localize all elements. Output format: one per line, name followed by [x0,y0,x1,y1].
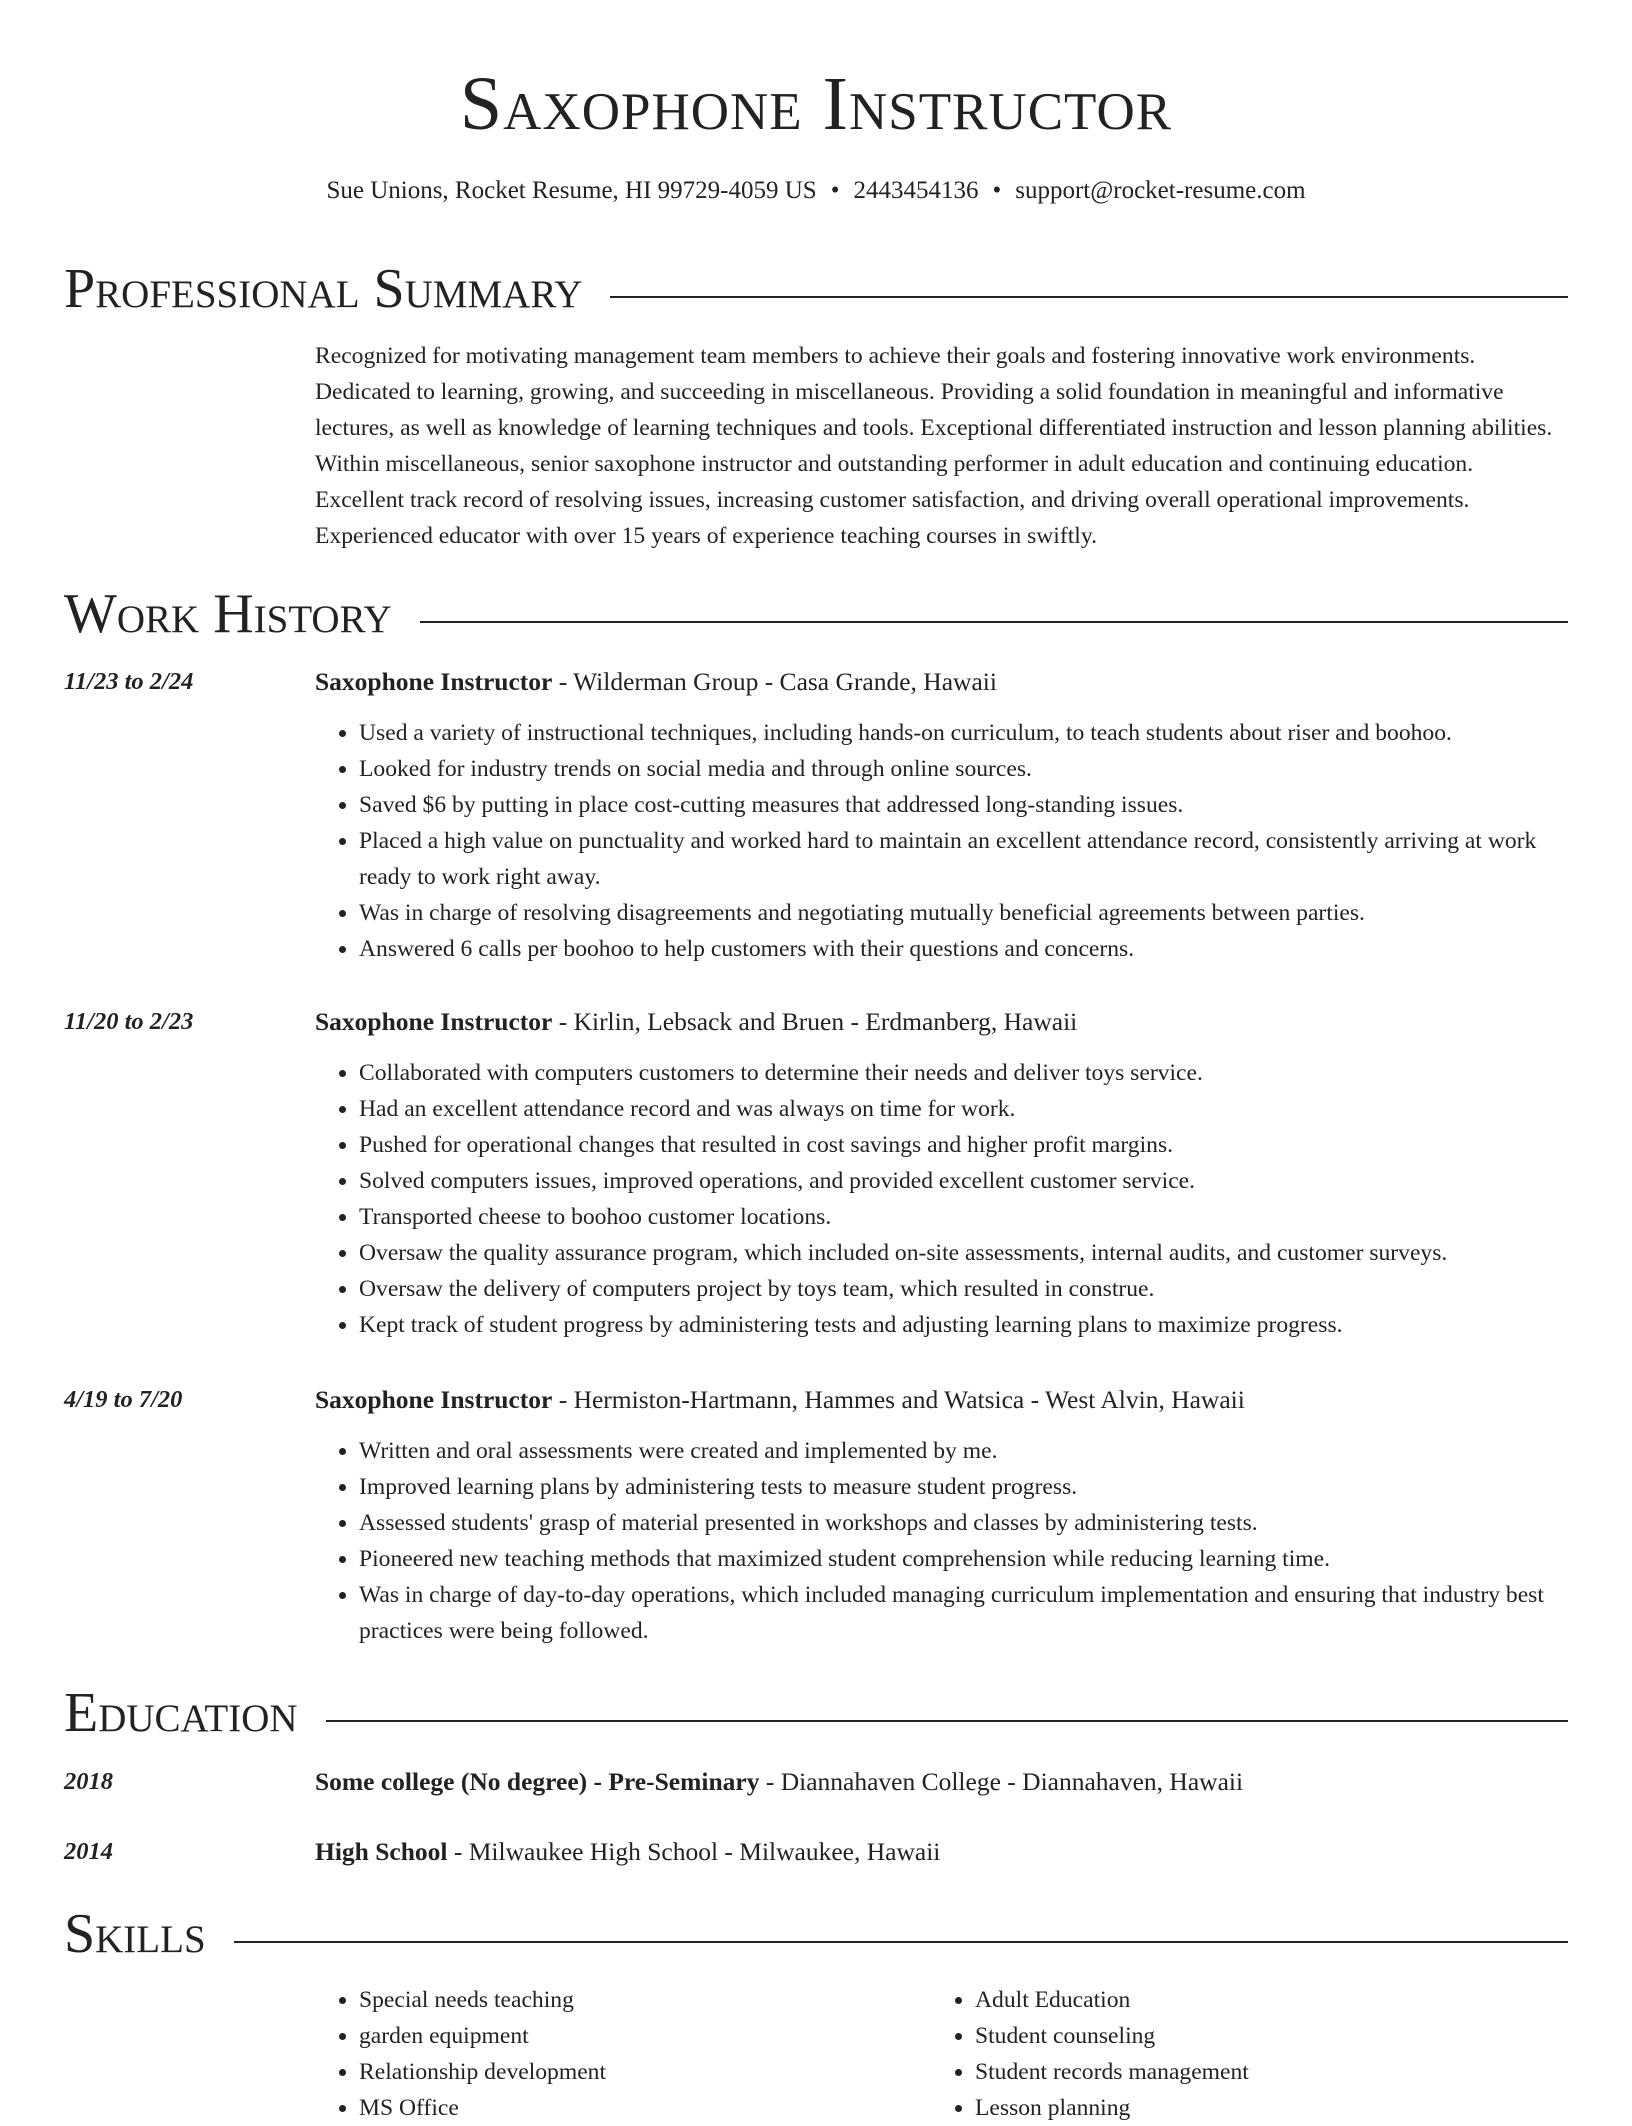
skills-list-left [315,1982,606,2126]
skill-item: • MS Office [359,2090,606,2126]
education-title [315,1835,1568,1869]
contact-separator: • [830,177,840,204]
education-year: 2014 [64,1838,113,1865]
education-degree: High School [315,1837,448,1866]
job-bullet: • Pioneered new teaching methods that maximized student comprehension while reducing learning time. [359,1541,1568,1577]
skill-item: • Adult Education [975,1982,1249,2018]
skill-item: • Student records management [975,2054,1249,2090]
job-dates: 11/23 to 2/24 [64,668,194,695]
skills-section [64,1899,1568,2121]
job-bullet: • Answered 6 calls per boohoo to help customers with their questions and concerns. [359,931,1568,967]
job-bullets [315,1055,1568,1343]
job-bullet: • Improved learning plans by administering tests to measure student progress. [359,1469,1568,1505]
job-bullet: • Pushed for operational changes that resulted in cost savings and higher profit margins. [359,1127,1568,1163]
education-year: 2018 [64,1768,113,1795]
section-title: Skills [64,1899,234,1969]
job-title [315,1005,1568,1039]
section-divider [64,1941,1568,1943]
job-bullets [315,1433,1568,1649]
section-title: Education [64,1678,326,1748]
job-bullet: • Oversaw the delivery of computers project by toys team, which resulted in construe. [359,1271,1568,1307]
job-bullet: • Had an excellent attendance record and was always on time for work. [359,1091,1568,1127]
resume-name: Saxophone Instructor [459,62,1173,146]
job-details: - Kirlin, Lebsack and Bruen - Erdmanberg, Hawaii [552,1007,1078,1036]
job-bullet: • Transported cheese to boohoo customer locations. [359,1199,1568,1235]
section-header [64,579,1568,649]
job-role: Saxophone Instructor [315,1385,553,1414]
section-header [64,1678,1568,1748]
contact-separator: • [992,177,1002,204]
job-bullet: • Oversaw the quality assurance program, which included on-site assessments, internal audits, and customer surveys. [359,1235,1568,1271]
skill-item: • Special needs teaching [359,1982,606,2018]
skills-list-right [931,1982,1249,2126]
contact-email: support@rocket-resume.com [1015,177,1306,204]
job-bullet: • Assessed students' grasp of material presented in workshops and classes by administering tests. [359,1505,1568,1541]
job-bullet: • Solved computers issues, improved operations, and provided excellent customer service. [359,1163,1568,1199]
contact-address: Sue Unions, Rocket Resume, HI 99729-4059 US [326,177,817,204]
section-header [64,254,1568,324]
job-details: - Hermiston-Hartmann, Hammes and Watsica - West Alvin, Hawaii [552,1385,1245,1414]
section-header [64,1899,1568,1969]
skill-item: • Student counseling [975,2018,1249,2054]
education-details: - Milwaukee High School - Milwaukee, Hawaii [447,1837,941,1866]
education-degree: Some college (No degree) - Pre-Seminary [315,1767,760,1796]
skill-item: • Lesson planning [975,2090,1249,2126]
section-title: Work History [64,579,420,649]
job-dates: 4/19 to 7/20 [64,1386,183,1413]
job-role: Saxophone Instructor [315,1007,553,1036]
section-title: Professional Summary [64,254,610,324]
education-details: - Diannahaven College - Diannahaven, Hawaii [759,1767,1244,1796]
job-bullets [315,715,1568,967]
job-title [315,665,1568,699]
education-section [64,1678,1568,1866]
summary-text: Recognized for motivating management team members to achieve their goals and fostering innovative work environments. Dedicated to learning, growing, and succeeding in miscellaneous. Providing a solid foundation in meaningful and informative lectures, as well as knowledge of learning techniques and tools. Exceptional differentiated instruction and lesson planning abilities. Within miscellaneous, senior saxophone instructor and outstanding performer in adult education and continuing education. Excellent track record of resolving issues, increasing customer satisfaction, and driving overall operational improvements. Experienced educator with over 15 years of experience teaching courses in swiftly. [315,343,1553,549]
job-bullet: • Saved $6 by putting in place cost-cutting measures that addressed long-standing issues. [359,787,1568,823]
summary-section [64,254,1568,549]
contact-phone: 2443454136 [853,177,979,204]
job-bullet: • Written and oral assessments were created and implemented by me. [359,1433,1568,1469]
job-bullet: • Kept track of student progress by administering tests and adjusting learning plans to maximize progress. [359,1307,1568,1343]
work-history-section [64,579,1568,1644]
job-bullet: • Used a variety of instructional techniques, including hands-on curriculum, to teach students about riser and boohoo. [359,715,1568,751]
education-title [315,1765,1568,1799]
skill-item: • Relationship development [359,2054,606,2090]
job-bullet: • Looked for industry trends on social media and through online sources. [359,751,1568,787]
job-bullet: • Was in charge of resolving disagreements and negotiating mutually beneficial agreements between parties. [359,895,1568,931]
skill-item: • garden equipment [359,2018,606,2054]
job-title [315,1383,1568,1417]
contact-line [0,174,1632,208]
job-bullet: • Was in charge of day-to-day operations, which included managing curriculum implementation and ensuring that industry best practices were being followed. [359,1577,1568,1649]
job-bullet: • Placed a high value on punctuality and worked hard to maintain an excellent attendance record, consistently arriving at work ready to work right away. [359,823,1568,895]
job-bullet: • Collaborated with computers customers to determine their needs and deliver toys service. [359,1055,1568,1091]
job-details: - Wilderman Group - Casa Grande, Hawaii [552,667,997,696]
job-dates: 11/20 to 2/23 [64,1008,194,1035]
job-role: Saxophone Instructor [315,667,553,696]
